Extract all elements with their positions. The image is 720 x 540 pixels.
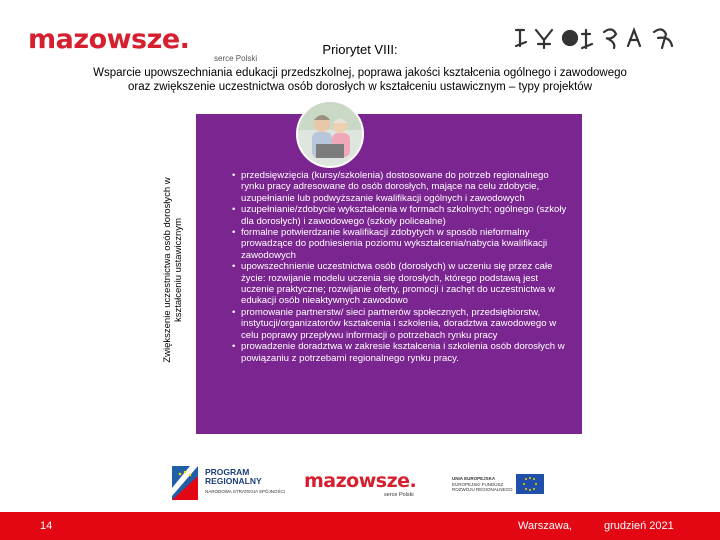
subtitle-line-1: Wsparcie upowszechniania edukacji przedszkolnej, poprawa jakości kształcenia ogólnego i zawodowego [93, 67, 627, 79]
footer-date: grudzień 2021 [604, 520, 674, 532]
footer-city: Warszawa, [518, 520, 572, 532]
side-label-line-2: kształceniu ustawicznym [173, 218, 184, 323]
subtitle-line-2: oraz zwiększenie uczestnictwa osób dorosłych w kształceniu ustawicznym – typy projektów [127, 81, 593, 93]
program-line-3: NARODOWA STRATEGIA SPÓJNOŚCI [205, 489, 286, 494]
side-label [156, 120, 190, 420]
eu-line-2: EUROPEJSKI FUNDUSZ [452, 481, 504, 487]
page-number: 14 [40, 520, 53, 532]
program-line-1: PROGRAM [205, 467, 250, 477]
footer-mazowsze-logo: mazowsze. [304, 470, 417, 492]
eu-line-1: UNIA EUROPEJSKA [452, 476, 496, 481]
side-label-line-1: Zwiększenie uczestnictwa osób dorosłych w [162, 177, 173, 363]
people-photo-icon [298, 102, 362, 166]
list-item: • przedsięwzięcia (kursy/szkolenia) dostosowane do potrzeb regionalnego rynku pracy adresowane do osób dorosłych, mające na celu zdobycie, uzupełnianie lub podwyższanie kwalifikacji ogólnych i zawodowych [232, 170, 572, 204]
slide-subtitle [40, 66, 680, 94]
project-types-list [232, 170, 572, 364]
list-item: • uzupełnianie/zdobycie wykształcenia w formach szkolnych; ogólnego (szkoły dla dorosłych) i zawodowego (szkoły policealne) [232, 204, 572, 227]
logo-wordmark: mazowsze. [28, 24, 190, 55]
program-line-2: REGIONALNY [205, 476, 262, 486]
logo-subtext: serce Polski [214, 54, 258, 63]
list-item: • prowadzenie doradztwa w zakresie kształcenia i szkolenia osób dorosłych w powiązaniu z potrzebami regionalnego rynku pracy. [232, 341, 572, 364]
regional-program-flag-icon [172, 466, 198, 500]
list-item: • formalne potwierdzanie kwalifikacji zdobytych w sposób nieformalny prowadzące do podniesienia poziomu wykształcenia/nabycia kwalifikacji zawodowych [232, 227, 572, 261]
decorative-symbols-icon [512, 24, 692, 54]
seniors-photo [296, 100, 364, 168]
list-item: • promowanie partnerstw/ sieci partnerów społecznych, przedsiębiorstw, instytucji/organizatorów kształcenia i szkolenia, doradztwa zawodowego w celu poprawy przepływu informacji o potrzebach rynku pracy [232, 307, 572, 341]
eu-flag-icon [516, 474, 544, 494]
footer-mazowsze-sub: serce Polski [384, 492, 414, 498]
list-item: • upowszechnienie uczestnictwa osób (dorosłych) w uczeniu się przez całe życie: rozwijanie modelu uczenia się dorosłych, którego podstawą jest uczenie praktyczne; rozwijanie oferty, promocji i zachęt do uczestnictwa w edukacji osób nieaktywnych zawodowo [232, 261, 572, 307]
eu-line-3: ROZWOJU REGIONALNEGO [452, 487, 513, 492]
footer-logos [0, 462, 720, 504]
footer-bar [0, 512, 720, 540]
page-title: Priorytet VIII: [322, 42, 398, 57]
